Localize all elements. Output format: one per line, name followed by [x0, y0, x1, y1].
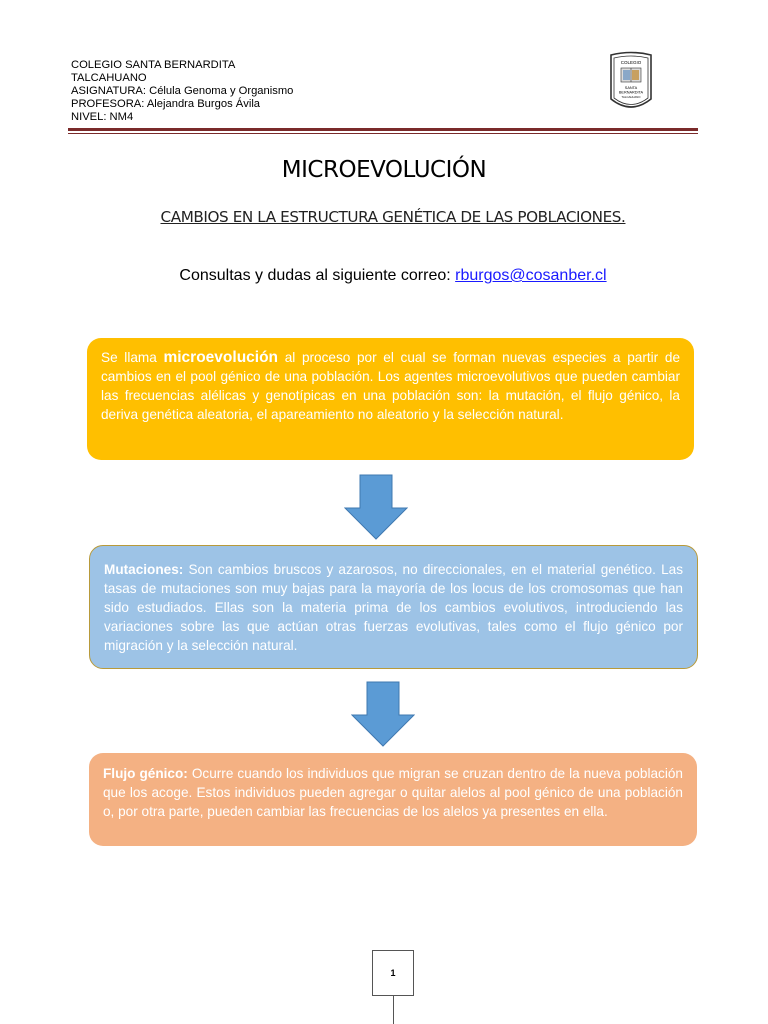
logo-line3: TALCAHUANO	[621, 95, 641, 99]
contact-line	[0, 267, 768, 285]
contact-text: Consultas y dudas al siguiente correo:	[179, 267, 456, 284]
level-line: NIVEL: NM4	[71, 111, 134, 123]
teacher-line: PROFESORA: Alejandra Burgos Ávila	[71, 98, 261, 110]
page-title: MICROEVOLUCIÓN	[281, 157, 487, 183]
page-subtitle: CAMBIOS EN LA ESTRUCTURA GENÉTICA DE LAS POBLACIONES.	[160, 208, 626, 226]
page-number: 1	[372, 950, 414, 996]
mutations-box	[89, 545, 698, 669]
page-number-line	[393, 996, 394, 1024]
microevolution-box	[87, 338, 694, 460]
box1-term: microevolución	[163, 349, 279, 366]
logo-top-text: COLEGIO	[620, 60, 642, 65]
school-name: COLEGIO SANTA BERNARDITA	[71, 59, 236, 71]
document-header	[71, 59, 293, 124]
contact-email-link[interactable]: rburgos@cosanber.cl	[455, 267, 607, 284]
down-arrow-icon	[351, 681, 415, 747]
box2-term: Mutaciones:	[104, 562, 184, 577]
box1-pre: Se llama	[101, 350, 164, 365]
school-logo	[608, 51, 654, 113]
box3-term: Flujo génico:	[103, 766, 188, 781]
logo-line1: SANTA	[624, 86, 638, 90]
gene-flow-box	[89, 753, 697, 846]
box1-text: al proceso por el cual se forman nuevas especies a partir de cambios en el pool génico de una población. Los agentes microevolutivos que pueden cambiar las frecuencias alélicas y genotípicas en una población son: la mutación, el flujo génico, la deriva genética aleatoria, el apareamiento no aleatorio y la selección natural.	[101, 350, 681, 422]
header-divider-thin	[68, 133, 698, 134]
box2-text: Son cambios bruscos y azarosos, no direccionales, en el material genético. Las tasas de mutaciones son muy bajas para la mayoría de los locus de los cromosomas que han sido estudiados. Ellas son la materia prima de los cambios evolutivos, introduciendo las variaciones sobre las que actúan otras fuerzas evolutivas, tales como el flujo génico por migración y la selección natural.	[104, 562, 683, 653]
subject-line: ASIGNATURA: Célula Genoma y Organismo	[71, 85, 294, 97]
logo-line2: BERNARDITA	[618, 90, 644, 95]
header-divider-thick	[68, 128, 698, 131]
down-arrow-icon	[344, 474, 408, 540]
city-name: TALCAHUANO	[71, 72, 147, 84]
box3-text: Ocurre cuando los individuos que migran se cruzan dentro de la nueva población que los acoge. Estos individuos pueden agregar o quitar alelos al pool génico de una población o, por otra parte, pueden cambiar las frecuencias de los alelos ya presentes en ella.	[103, 766, 683, 819]
